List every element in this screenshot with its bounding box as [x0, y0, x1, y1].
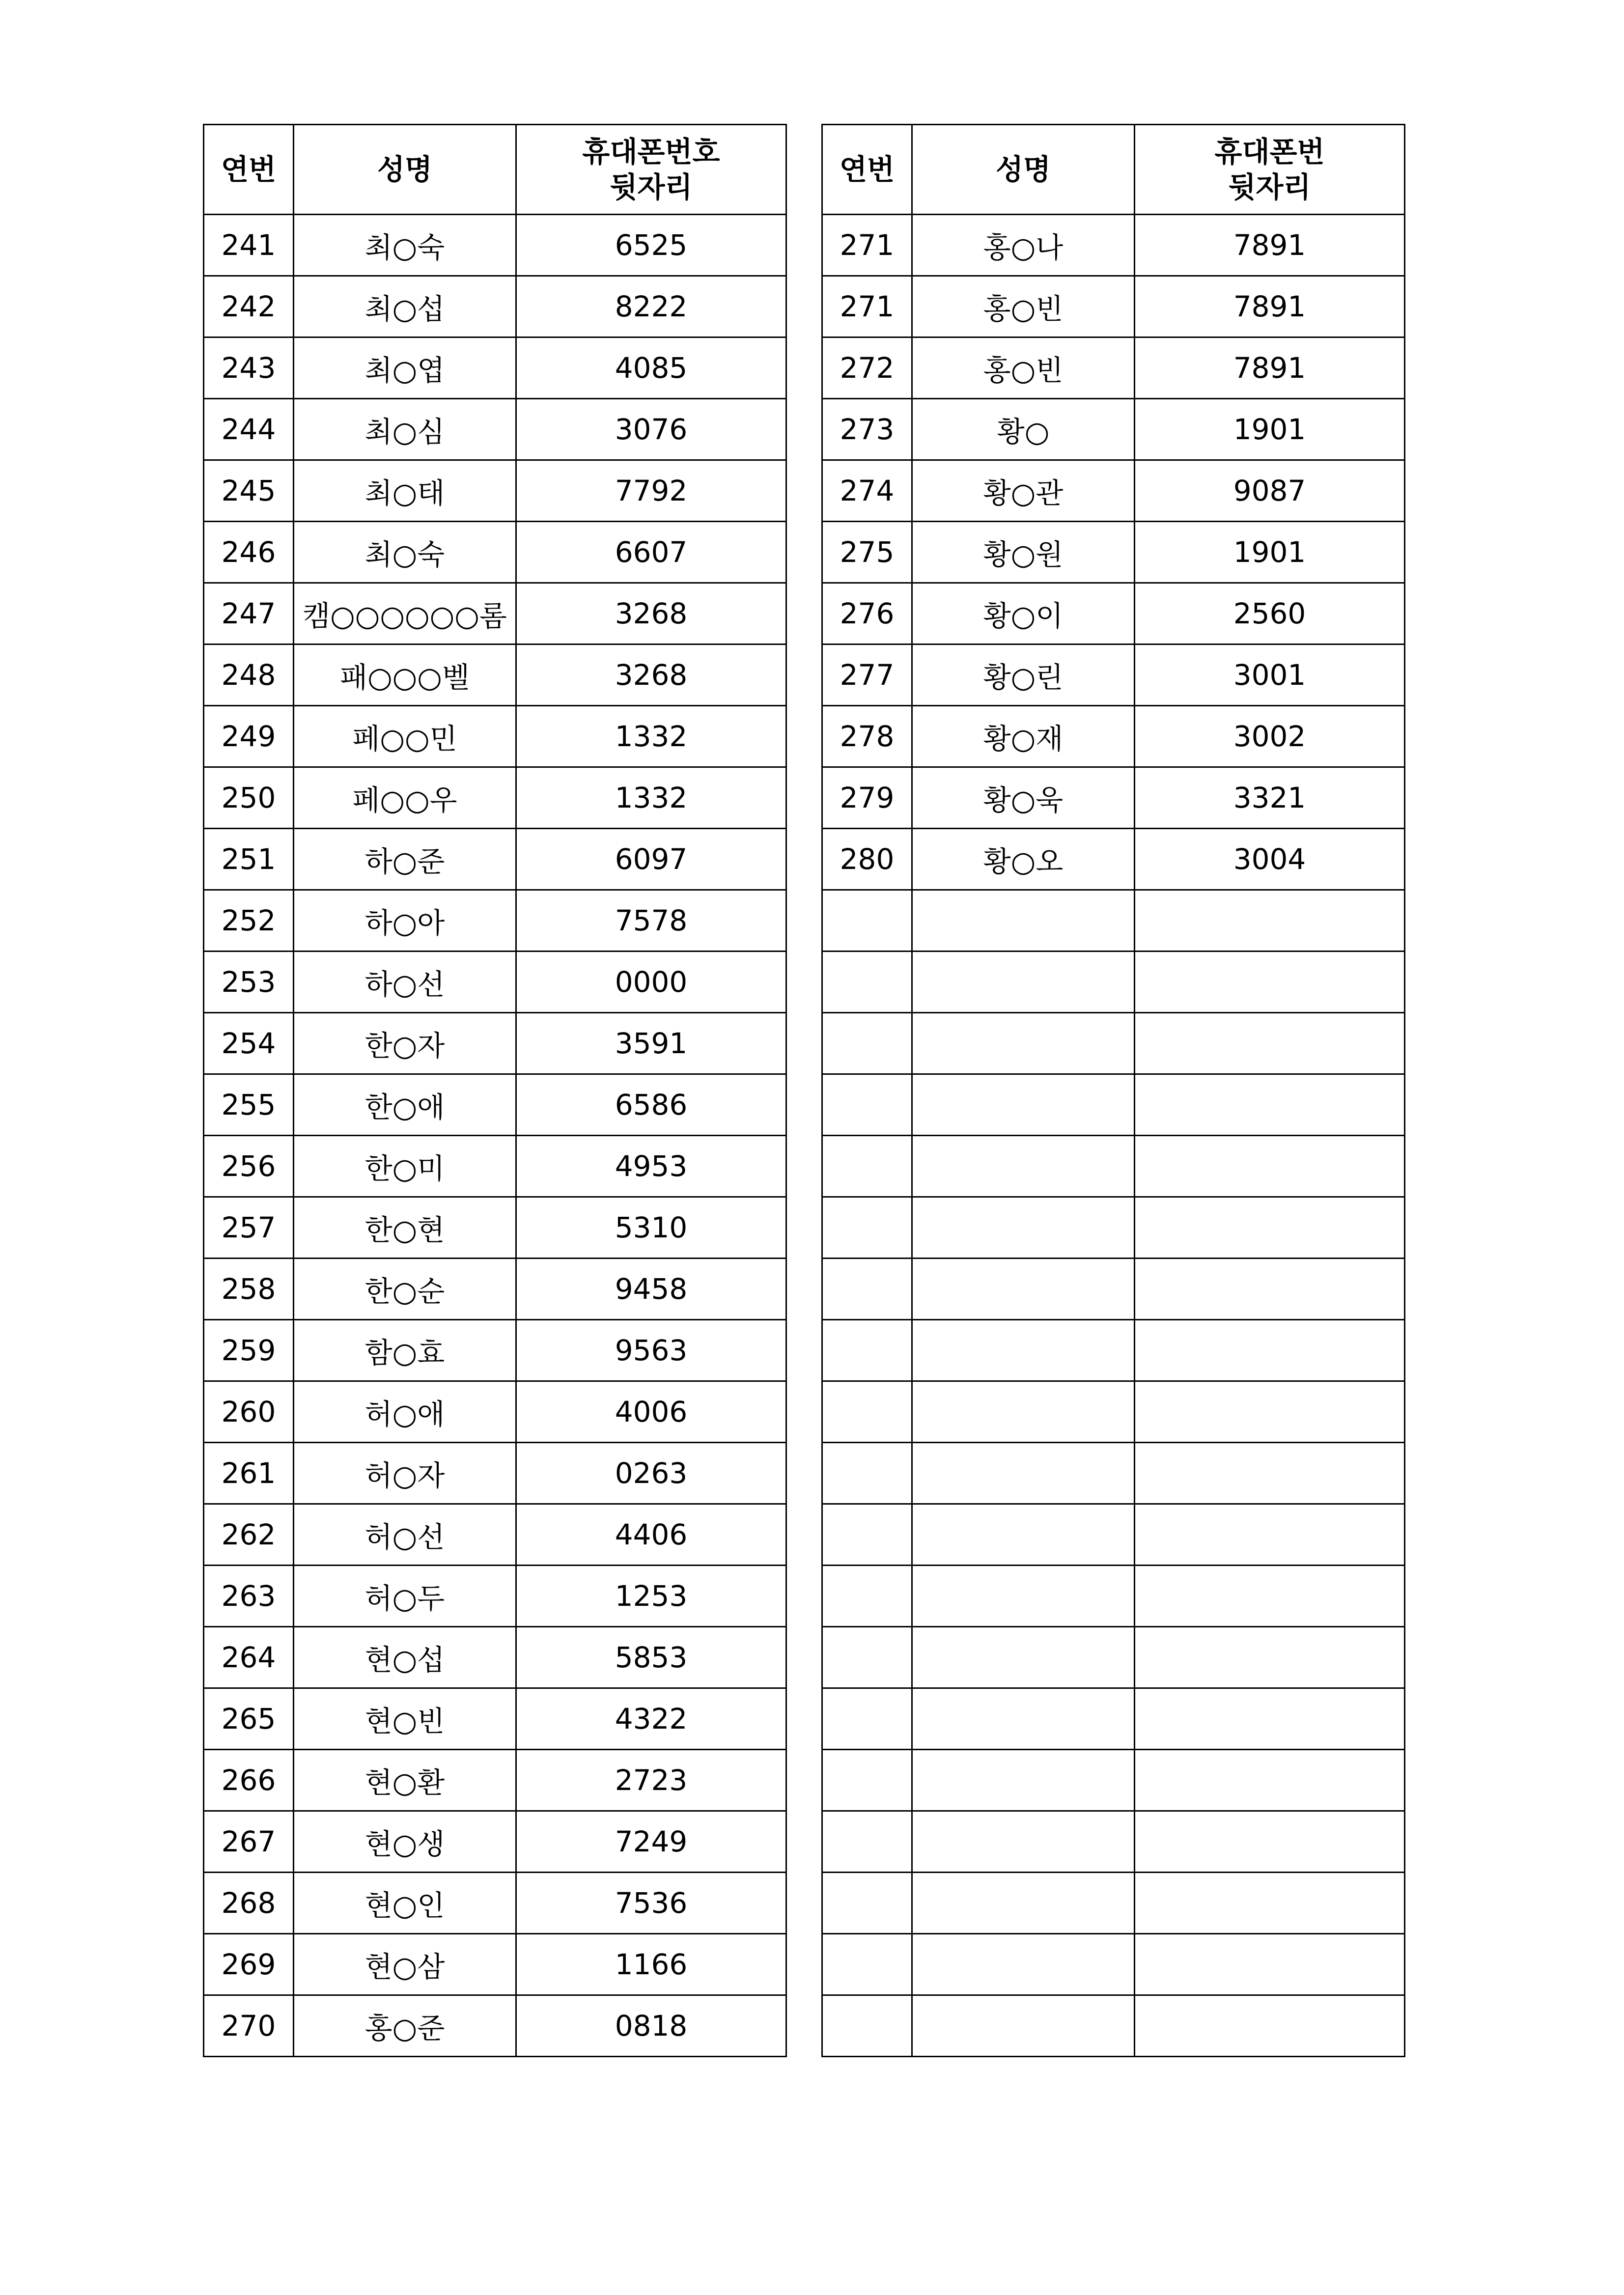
table-row — [822, 337, 1405, 399]
cell-serial-number: 251 — [204, 829, 294, 890]
roster-body-left — [204, 215, 786, 2057]
table-row — [822, 1627, 1405, 1688]
cell-phone-last-digits: 6607 — [516, 522, 786, 583]
cell-name: 허○선 — [294, 1504, 516, 1566]
table-row — [204, 1197, 786, 1259]
cell-name — [912, 1566, 1135, 1627]
table-row — [822, 890, 1405, 952]
cell-serial-number — [822, 1934, 912, 1995]
cell-serial-number: 258 — [204, 1259, 294, 1320]
header-phone-last-digits — [1135, 125, 1405, 215]
cell-serial-number: 271 — [822, 215, 912, 276]
table-row — [204, 1443, 786, 1504]
table-row — [822, 583, 1405, 644]
table-row — [204, 1811, 786, 1873]
cell-phone-last-digits: 1166 — [516, 1934, 786, 1995]
cell-name — [912, 1136, 1135, 1197]
cell-phone-last-digits: 7249 — [516, 1811, 786, 1873]
cell-name — [912, 1934, 1135, 1995]
cell-serial-number — [822, 1873, 912, 1934]
cell-name: 황○ — [912, 399, 1135, 460]
cell-name: 홍○나 — [912, 215, 1135, 276]
table-row — [204, 337, 786, 399]
cell-phone-last-digits: 3591 — [516, 1013, 786, 1074]
cell-name: 황○관 — [912, 460, 1135, 522]
cell-name: 홍○빈 — [912, 337, 1135, 399]
cell-phone-last-digits — [1135, 1197, 1405, 1259]
cell-phone-last-digits: 1901 — [1135, 522, 1405, 583]
table-row — [204, 706, 786, 767]
cell-name: 황○욱 — [912, 767, 1135, 829]
cell-serial-number: 278 — [822, 706, 912, 767]
header-phone-line1: 휴대폰번 — [1214, 135, 1325, 168]
cell-serial-number: 255 — [204, 1074, 294, 1136]
cell-serial-number — [822, 1750, 912, 1811]
cell-serial-number: 253 — [204, 952, 294, 1013]
cell-name: 하○준 — [294, 829, 516, 890]
table-row — [822, 522, 1405, 583]
table-row — [822, 1688, 1405, 1750]
cell-serial-number: 275 — [822, 522, 912, 583]
cell-serial-number — [822, 1995, 912, 2057]
cell-name: 현○섭 — [294, 1627, 516, 1688]
cell-phone-last-digits: 3268 — [516, 644, 786, 706]
cell-name: 홍○준 — [294, 1995, 516, 2057]
cell-name — [912, 1627, 1135, 1688]
cell-serial-number — [822, 1320, 912, 1381]
cell-serial-number: 266 — [204, 1750, 294, 1811]
table-row — [822, 399, 1405, 460]
cell-serial-number: 252 — [204, 890, 294, 952]
cell-phone-last-digits — [1135, 1074, 1405, 1136]
cell-phone-last-digits: 4322 — [516, 1688, 786, 1750]
cell-serial-number: 277 — [822, 644, 912, 706]
cell-serial-number: 249 — [204, 706, 294, 767]
cell-serial-number — [822, 1259, 912, 1320]
table-row — [204, 215, 786, 276]
cell-phone-last-digits: 0818 — [516, 1995, 786, 2057]
cell-phone-last-digits — [1135, 1013, 1405, 1074]
cell-name: 현○인 — [294, 1873, 516, 1934]
cell-name: 한○미 — [294, 1136, 516, 1197]
cell-name — [912, 1381, 1135, 1443]
cell-name: 황○원 — [912, 522, 1135, 583]
cell-name: 한○순 — [294, 1259, 516, 1320]
cell-phone-last-digits: 1332 — [516, 767, 786, 829]
cell-phone-last-digits: 4085 — [516, 337, 786, 399]
cell-name — [912, 1197, 1135, 1259]
cell-serial-number: 264 — [204, 1627, 294, 1688]
roster-table-right — [821, 124, 1405, 2057]
cell-name: 현○빈 — [294, 1688, 516, 1750]
cell-name — [912, 890, 1135, 952]
table-row — [822, 1197, 1405, 1259]
cell-phone-last-digits — [1135, 1934, 1405, 1995]
table-row — [822, 460, 1405, 522]
cell-phone-last-digits: 9087 — [1135, 460, 1405, 522]
cell-name: 홍○빈 — [912, 276, 1135, 337]
cell-serial-number: 274 — [822, 460, 912, 522]
table-row — [204, 1995, 786, 2057]
header-serial-number: 연번 — [204, 125, 294, 215]
cell-serial-number — [822, 1566, 912, 1627]
cell-phone-last-digits — [1135, 1750, 1405, 1811]
cell-serial-number — [822, 1381, 912, 1443]
cell-name: 한○현 — [294, 1197, 516, 1259]
header-phone-line2: 뒷자리 — [1228, 170, 1311, 204]
table-row — [204, 1750, 786, 1811]
header-serial-number: 연번 — [822, 125, 912, 215]
cell-name: 하○선 — [294, 952, 516, 1013]
cell-phone-last-digits: 6586 — [516, 1074, 786, 1136]
cell-name: 황○오 — [912, 829, 1135, 890]
cell-name: 패○○○벨 — [294, 644, 516, 706]
cell-phone-last-digits — [1135, 1995, 1405, 2057]
cell-phone-last-digits: 3001 — [1135, 644, 1405, 706]
cell-serial-number: 267 — [204, 1811, 294, 1873]
cell-name: 캠○○○○○○롬 — [294, 583, 516, 644]
table-row — [822, 1259, 1405, 1320]
cell-phone-last-digits: 0000 — [516, 952, 786, 1013]
cell-serial-number: 248 — [204, 644, 294, 706]
cell-name: 한○애 — [294, 1074, 516, 1136]
cell-phone-last-digits: 9563 — [516, 1320, 786, 1381]
cell-name — [912, 1074, 1135, 1136]
table-row — [204, 644, 786, 706]
cell-phone-last-digits — [1135, 1320, 1405, 1381]
cell-name — [912, 1504, 1135, 1566]
cell-serial-number — [822, 1504, 912, 1566]
table-row — [822, 1811, 1405, 1873]
cell-serial-number: 272 — [822, 337, 912, 399]
cell-serial-number: 280 — [822, 829, 912, 890]
table-row — [204, 1013, 786, 1074]
cell-serial-number — [822, 1688, 912, 1750]
cell-phone-last-digits: 5853 — [516, 1627, 786, 1688]
cell-phone-last-digits: 7792 — [516, 460, 786, 522]
table-row — [204, 767, 786, 829]
cell-serial-number — [822, 1811, 912, 1873]
cell-name — [912, 1811, 1135, 1873]
cell-name — [912, 1443, 1135, 1504]
cell-serial-number: 242 — [204, 276, 294, 337]
header-phone-line1: 휴대폰번호 — [582, 135, 720, 168]
cell-phone-last-digits: 7891 — [1135, 215, 1405, 276]
cell-phone-last-digits — [1135, 1259, 1405, 1320]
cell-name: 최○숙 — [294, 215, 516, 276]
cell-phone-last-digits: 7891 — [1135, 276, 1405, 337]
table-row — [822, 276, 1405, 337]
table-row — [822, 706, 1405, 767]
table-row — [822, 1381, 1405, 1443]
table-row — [204, 1627, 786, 1688]
cell-phone-last-digits: 4953 — [516, 1136, 786, 1197]
cell-serial-number: 241 — [204, 215, 294, 276]
table-row — [822, 1504, 1405, 1566]
cell-serial-number: 260 — [204, 1381, 294, 1443]
cell-name — [912, 1013, 1135, 1074]
table-row — [204, 522, 786, 583]
roster-body-right — [822, 215, 1405, 2057]
cell-serial-number: 261 — [204, 1443, 294, 1504]
table-header-row — [822, 125, 1405, 215]
cell-name: 최○심 — [294, 399, 516, 460]
header-name: 성명 — [294, 125, 516, 215]
cell-name — [912, 1259, 1135, 1320]
cell-name: 황○린 — [912, 644, 1135, 706]
cell-name: 현○삼 — [294, 1934, 516, 1995]
cell-name: 현○환 — [294, 1750, 516, 1811]
cell-name — [912, 1995, 1135, 2057]
cell-serial-number: 259 — [204, 1320, 294, 1381]
cell-phone-last-digits: 4406 — [516, 1504, 786, 1566]
table-header-row — [204, 125, 786, 215]
cell-serial-number: 254 — [204, 1013, 294, 1074]
cell-phone-last-digits: 7536 — [516, 1873, 786, 1934]
cell-name: 하○아 — [294, 890, 516, 952]
cell-name: 황○이 — [912, 583, 1135, 644]
header-phone-last-digits — [516, 125, 786, 215]
table-row — [204, 890, 786, 952]
table-row — [204, 460, 786, 522]
table-row — [822, 1013, 1405, 1074]
cell-name: 허○자 — [294, 1443, 516, 1504]
cell-serial-number: 279 — [822, 767, 912, 829]
table-row — [204, 1320, 786, 1381]
table-row — [822, 1995, 1405, 2057]
cell-phone-last-digits — [1135, 1873, 1405, 1934]
cell-name: 허○애 — [294, 1381, 516, 1443]
cell-phone-last-digits: 1332 — [516, 706, 786, 767]
cell-name: 페○○우 — [294, 767, 516, 829]
cell-phone-last-digits: 2723 — [516, 1750, 786, 1811]
table-row — [204, 1566, 786, 1627]
table-row — [822, 1566, 1405, 1627]
cell-serial-number: 246 — [204, 522, 294, 583]
cell-name: 최○태 — [294, 460, 516, 522]
table-row — [204, 1504, 786, 1566]
table-row — [822, 1873, 1405, 1934]
cell-name: 함○효 — [294, 1320, 516, 1381]
table-row — [822, 215, 1405, 276]
cell-serial-number: 268 — [204, 1873, 294, 1934]
table-row — [204, 1934, 786, 1995]
cell-serial-number: 244 — [204, 399, 294, 460]
table-row — [822, 1136, 1405, 1197]
header-name: 성명 — [912, 125, 1135, 215]
cell-phone-last-digits — [1135, 1627, 1405, 1688]
cell-serial-number — [822, 1627, 912, 1688]
cell-serial-number: 245 — [204, 460, 294, 522]
cell-serial-number: 270 — [204, 1995, 294, 2057]
cell-phone-last-digits: 3268 — [516, 583, 786, 644]
cell-serial-number: 265 — [204, 1688, 294, 1750]
table-row — [204, 829, 786, 890]
table-row — [822, 1443, 1405, 1504]
cell-phone-last-digits: 3321 — [1135, 767, 1405, 829]
table-row — [204, 1259, 786, 1320]
cell-phone-last-digits: 1253 — [516, 1566, 786, 1627]
table-row — [204, 1136, 786, 1197]
cell-phone-last-digits: 6097 — [516, 829, 786, 890]
cell-serial-number: 273 — [822, 399, 912, 460]
cell-name: 한○자 — [294, 1013, 516, 1074]
table-row — [822, 1320, 1405, 1381]
cell-name: 허○두 — [294, 1566, 516, 1627]
cell-phone-last-digits: 5310 — [516, 1197, 786, 1259]
cell-phone-last-digits — [1135, 1688, 1405, 1750]
cell-serial-number: 250 — [204, 767, 294, 829]
cell-name: 현○생 — [294, 1811, 516, 1873]
cell-phone-last-digits — [1135, 890, 1405, 952]
table-row — [822, 767, 1405, 829]
cell-phone-last-digits — [1135, 1443, 1405, 1504]
cell-name — [912, 1688, 1135, 1750]
table-row — [204, 399, 786, 460]
cell-serial-number — [822, 890, 912, 952]
table-row — [822, 644, 1405, 706]
roster-table-left — [203, 124, 787, 2057]
table-row — [204, 1873, 786, 1934]
cell-phone-last-digits: 6525 — [516, 215, 786, 276]
cell-name — [912, 1750, 1135, 1811]
cell-phone-last-digits: 3076 — [516, 399, 786, 460]
cell-serial-number: 243 — [204, 337, 294, 399]
cell-serial-number — [822, 1197, 912, 1259]
table-row — [204, 583, 786, 644]
cell-name — [912, 1320, 1135, 1381]
cell-name — [912, 952, 1135, 1013]
cell-phone-last-digits: 3002 — [1135, 706, 1405, 767]
cell-phone-last-digits — [1135, 1136, 1405, 1197]
table-row — [204, 1074, 786, 1136]
cell-phone-last-digits: 7891 — [1135, 337, 1405, 399]
cell-phone-last-digits — [1135, 1504, 1405, 1566]
cell-serial-number — [822, 1013, 912, 1074]
cell-serial-number: 257 — [204, 1197, 294, 1259]
cell-name — [912, 1873, 1135, 1934]
table-row — [822, 829, 1405, 890]
cell-phone-last-digits: 0263 — [516, 1443, 786, 1504]
table-row — [822, 1934, 1405, 1995]
cell-phone-last-digits — [1135, 1381, 1405, 1443]
cell-phone-last-digits: 4006 — [516, 1381, 786, 1443]
cell-phone-last-digits — [1135, 1566, 1405, 1627]
table-row — [204, 1381, 786, 1443]
table-row — [204, 1688, 786, 1750]
table-row — [204, 952, 786, 1013]
cell-serial-number — [822, 1443, 912, 1504]
cell-serial-number — [822, 1074, 912, 1136]
cell-serial-number: 269 — [204, 1934, 294, 1995]
cell-name: 황○재 — [912, 706, 1135, 767]
cell-name: 최○섭 — [294, 276, 516, 337]
cell-phone-last-digits: 3004 — [1135, 829, 1405, 890]
cell-phone-last-digits: 7578 — [516, 890, 786, 952]
cell-phone-last-digits — [1135, 952, 1405, 1013]
header-phone-line2: 뒷자리 — [610, 170, 693, 204]
cell-name: 최○엽 — [294, 337, 516, 399]
table-row — [822, 952, 1405, 1013]
cell-serial-number: 247 — [204, 583, 294, 644]
table-row — [204, 276, 786, 337]
cell-serial-number — [822, 952, 912, 1013]
cell-serial-number: 276 — [822, 583, 912, 644]
cell-name: 최○숙 — [294, 522, 516, 583]
cell-name: 페○○민 — [294, 706, 516, 767]
cell-phone-last-digits: 9458 — [516, 1259, 786, 1320]
cell-phone-last-digits: 1901 — [1135, 399, 1405, 460]
table-row — [822, 1750, 1405, 1811]
table-row — [822, 1074, 1405, 1136]
cell-serial-number: 263 — [204, 1566, 294, 1627]
cell-phone-last-digits: 2560 — [1135, 583, 1405, 644]
cell-serial-number: 271 — [822, 276, 912, 337]
cell-phone-last-digits: 8222 — [516, 276, 786, 337]
cell-phone-last-digits — [1135, 1811, 1405, 1873]
cell-serial-number: 256 — [204, 1136, 294, 1197]
cell-serial-number — [822, 1136, 912, 1197]
cell-serial-number: 262 — [204, 1504, 294, 1566]
